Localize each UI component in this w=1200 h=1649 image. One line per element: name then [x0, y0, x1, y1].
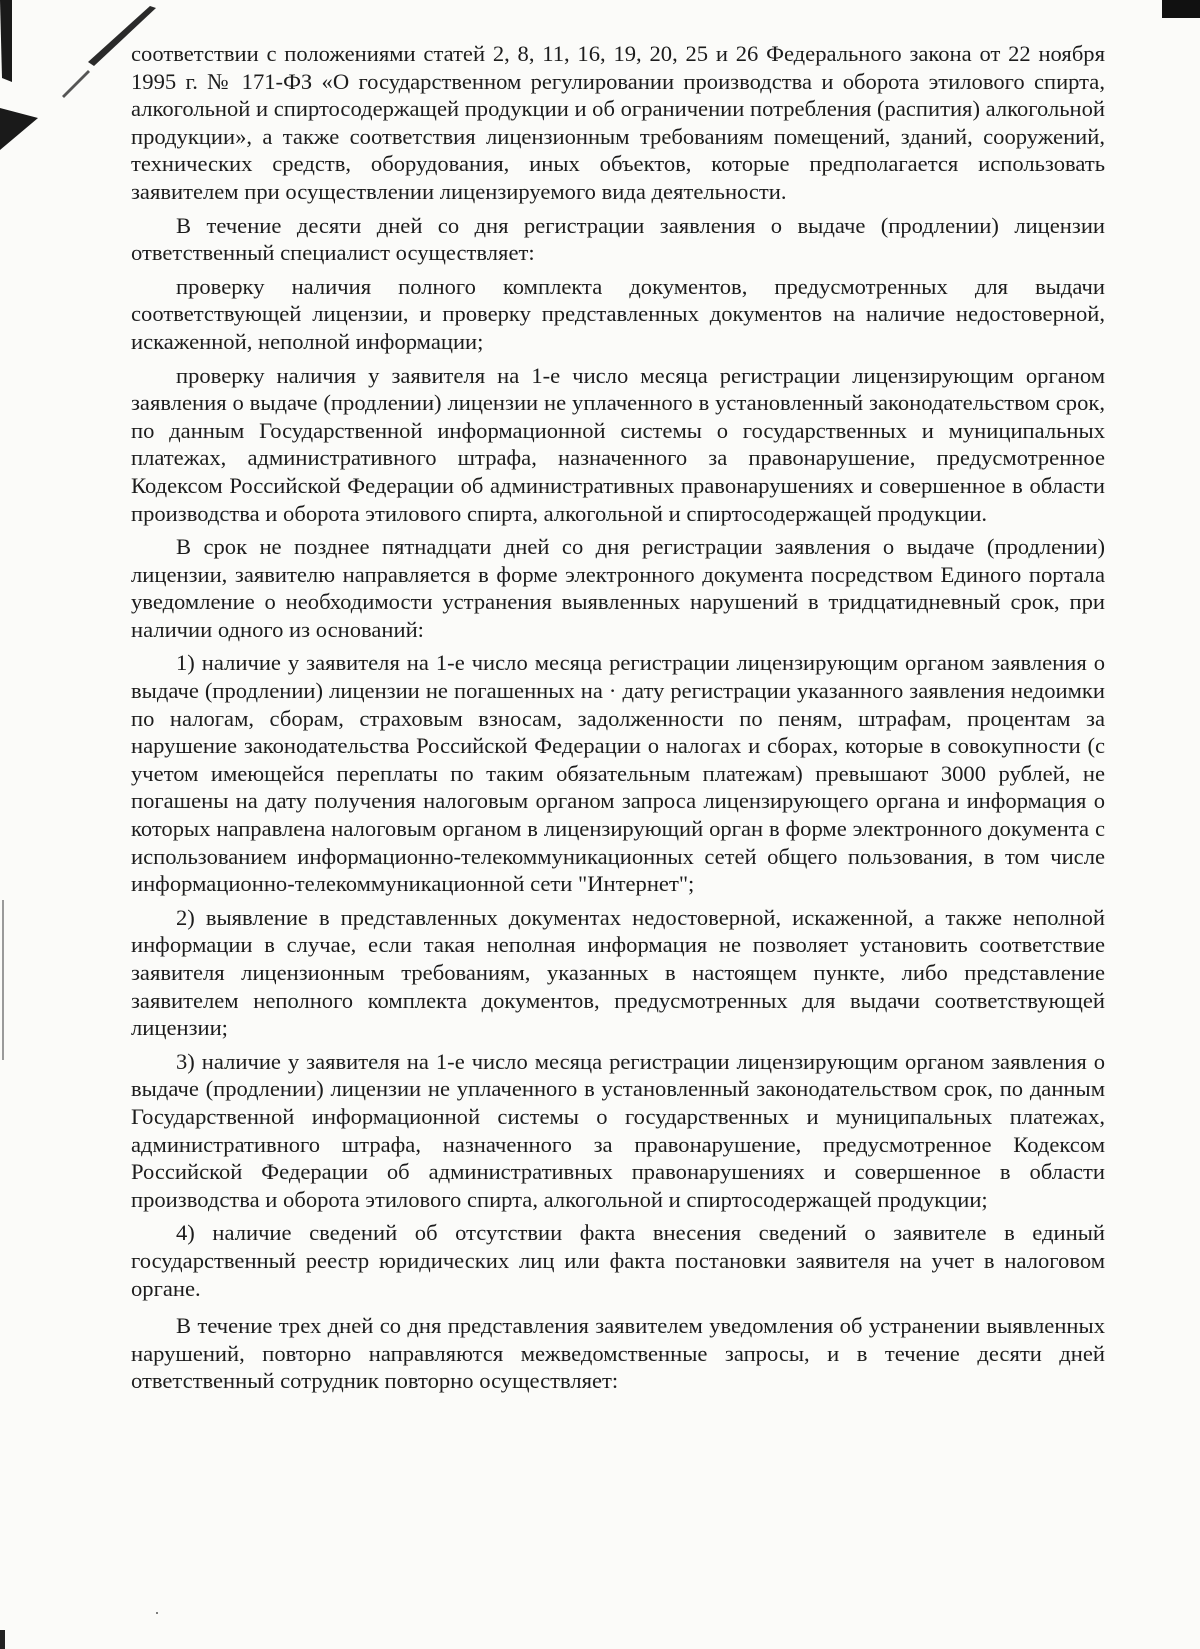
scan-edge-mark-bottom-left	[0, 1630, 5, 1649]
paragraph-continuation: соответствии с положениями статей 2, 8, 11, 16, 19, 20, 25 и 26 Федерального закона от 22 ноября 1995 г. № 171-ФЗ «О государственном регулировании производства и оборота этилового спирта, алкогольной и спиртосодержащей продукции и об ограничении потребления (распития) алкогольной продукции», а также соответствия лицензионным требованиям помещений, зданий, сооружений, технических средств, оборудования, иных объектов, которые предполагается использовать заявителем при осуществлении лицензируемого вида деятельности.	[131, 41, 1106, 204]
paragraph-check-documents: проверку наличия полного комплекта документов, предусмотренных для выдачи соответствующей лицензии, и проверку представленных документов на наличие недостоверной, искаженной, неполной информации;	[131, 273, 1105, 354]
paragraph-three-days-repeat: В течение трех дней со дня представления заявителем уведомления об устранении выявленных нарушений, повторно направляются межведомственные запросы, и в течение десяти дней ответственный сотрудник повторно осуществляет:	[131, 1313, 1105, 1394]
corner-diagonal-stroke-faint	[62, 70, 90, 98]
list-item-3-unpaid-fine: 3) наличие у заявителя на 1-е число месяца регистрации лицензирующим органом заявления о выдаче (продлении) лицензии не уплаченного в установленный законодательством срок, по данным Государственной информационной системы о государственных и муниципальных платежах, административного штрафа, назначенного за правонарушение, предусмотренное Кодексом Российской Федерации об административных правонарушениях и совершенное в области производства и оборота этилового спирта, алкогольной и спиртосодержащей продукции;	[131, 1048, 1105, 1212]
scan-edge-line-left	[2, 900, 4, 1060]
paragraph-check-fines: проверку наличия у заявителя на 1-е число месяца регистрации лицензирующим органом заявления о выдаче (продлении) лицензии не уплаченного в установленный законодательством срок, по данным Государственной информационной системы о государственных и муниципальных платежах, административного штрафа, назначенного за правонарушение, предусмотренное Кодексом Российской Федерации об административных правонарушениях и совершенное в области производства и оборота этилового спирта, алкогольной и спиртосодержащей продукции.	[131, 362, 1105, 526]
scan-speck	[156, 1612, 158, 1614]
corner-fold-mark	[0, 0, 12, 82]
list-item-1-tax-arrears: 1) наличие у заявителя на 1-е число месяца регистрации лицензирующим органом заявления о выдаче (продлении) лицензии не погашенных на · дату регистрации указанного заявления недоимки по налогам, сборам, страховым взносам, задолженности по пеням, штрафам, процентам за нарушение законодательства Российской Федерации о налогах и сборах, которые в совокупности (с учетом имеющейся переплаты по таким обязательным платежам) превышают 3000 рублей, не погашены на дату получения налоговым органом запроса лицензирующего органа и информация о которых направлена налоговым органом в лицензирующий орган в форме электронного документа с использованием информационно-телекоммуникационных сетей общего пользования, в том числе информационно-телекоммуникационной сети "Интернет";	[131, 650, 1105, 897]
paragraph-fifteen-days-notice: В срок не позднее пятнадцати дней со дня регистрации заявления о выдаче (продлении) лицензии, заявителю направляется в форме электронного документа посредством Единого портала уведомление о необходимости устранения выявленных нарушений в тридцатидневный срок, при наличии одного из оснований:	[131, 534, 1105, 642]
paragraph-ten-days-check: В течение десяти дней со дня регистрации заявления о выдаче (продлении) лицензии ответственный специалист осуществляет:	[131, 212, 1105, 266]
corner-wedge-mark	[0, 108, 38, 150]
list-item-2-unreliable-info: 2) выявление в представленных документах недостоверной, искаженной, а также неполной информации в случае, если такая неполная информация не позволяет установить соответствие заявителя лицензионным требованиям, указанных в настоящем пункте, либо представление заявителем неполного комплекта документов, предусмотренных для выдачи соответствующей лицензии;	[131, 904, 1105, 1041]
list-item-4-registry: 4) наличие сведений об отсутствии факта внесения сведений о заявителе в единый государственный реестр юридических лиц или факта постановки заявителя на учет в налоговом органе.	[131, 1220, 1105, 1301]
scan-edge-mark-top-right	[1162, 0, 1200, 18]
document-body	[131, 40, 1105, 1395]
